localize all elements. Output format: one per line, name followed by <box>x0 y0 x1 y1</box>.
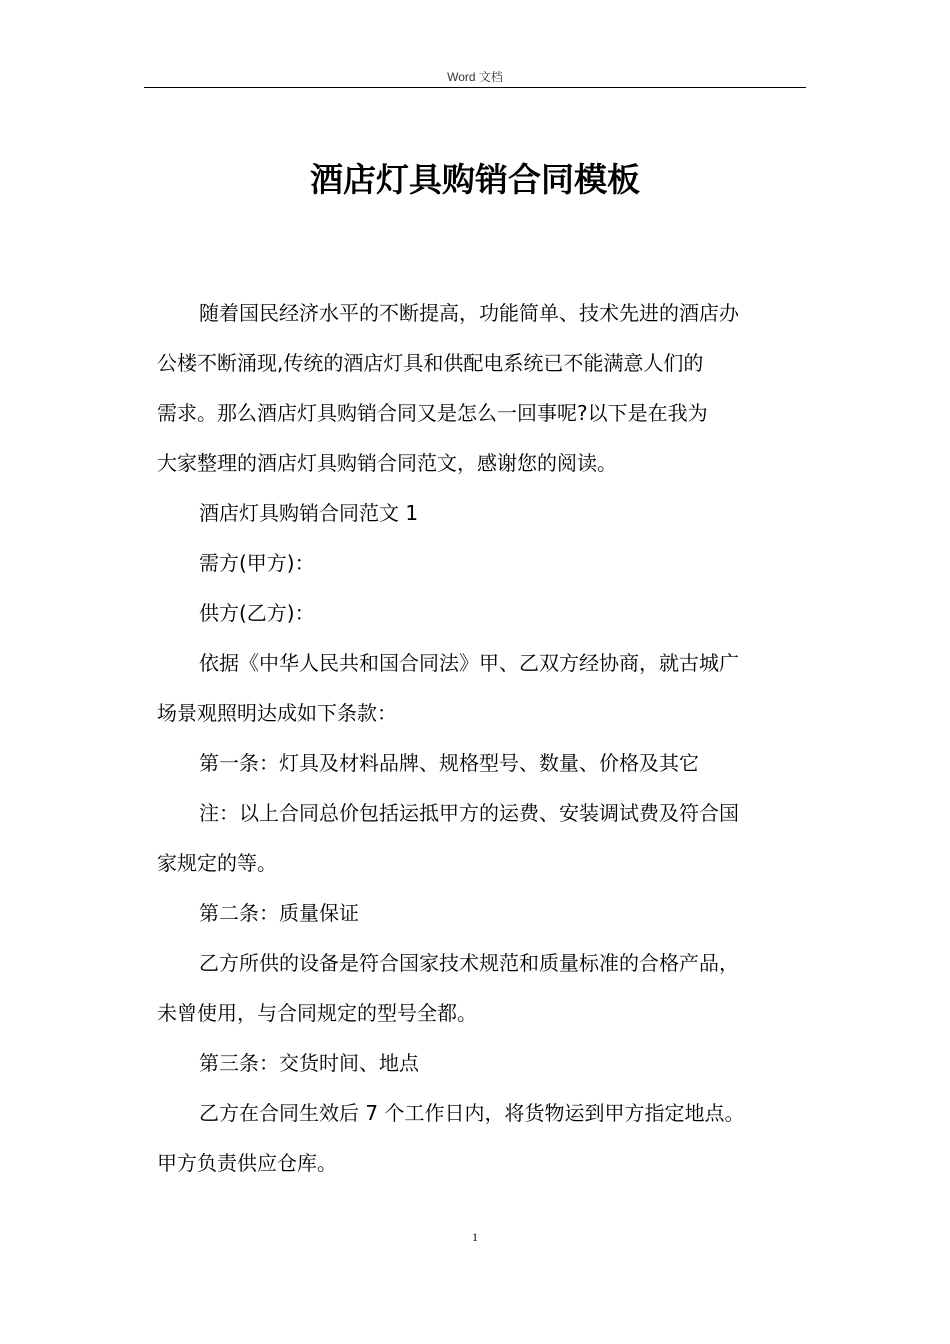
line: 乙方所供的设备是符合国家技术规范和质量标准的合格产品， <box>199 951 739 975</box>
line: 乙方在合同生效后 7 个工作日内，将货物运到甲方指定地点。 <box>199 1101 745 1125</box>
line: 供方(乙方)： <box>199 601 315 625</box>
line: 酒店灯具购销合同范文 1 <box>199 501 419 525</box>
paragraph-article-2 <box>178 888 798 938</box>
paragraph-sample-heading <box>178 488 798 538</box>
line: 大家整理的酒店灯具购销合同范文，感谢您的阅读。 <box>157 451 617 475</box>
paragraph-article-3 <box>178 1038 798 1088</box>
line: 需求。那么酒店灯具购销合同又是怎么一回事呢?以下是在我为 <box>157 401 708 425</box>
paragraph-delivery <box>157 1088 798 1188</box>
paragraph-note <box>157 788 798 888</box>
page-number: 1 <box>472 1230 478 1244</box>
line: 公楼不断涌现,传统的酒店灯具和供配电系统已不能满意人们的 <box>157 351 704 375</box>
line: 注：以上合同总价包括运抵甲方的运费、安装调试费及符合国 <box>199 801 739 825</box>
paragraph-article-1 <box>178 738 798 788</box>
line: 随着国民经济水平的不断提高，功能简单、技术先进的酒店办 <box>199 301 739 325</box>
paragraph-intro <box>157 288 798 488</box>
header-divider <box>144 87 806 88</box>
line: 未曾使用，与合同规定的型号全都。 <box>157 1001 477 1025</box>
paragraph-quality <box>157 938 798 1038</box>
paragraph-basis <box>157 638 798 738</box>
line: 第三条：交货时间、地点 <box>199 1051 419 1075</box>
line: 依据《中华人民共和国合同法》甲、乙双方经协商，就古城广 <box>199 651 739 675</box>
page-header: Word 文档 <box>447 70 503 84</box>
line: 家规定的等。 <box>157 851 277 875</box>
paragraph-buyer <box>178 538 798 588</box>
document-title: 酒店灯具购销合同模板 <box>310 160 640 199</box>
line: 场景观照明达成如下条款： <box>157 701 397 725</box>
line: 第二条：质量保证 <box>199 901 359 925</box>
line: 甲方负责供应仓库。 <box>157 1151 337 1175</box>
line: 第一条：灯具及材料品牌、规格型号、数量、价格及其它 <box>199 751 699 775</box>
document-body <box>157 288 798 1188</box>
paragraph-supplier <box>178 588 798 638</box>
line: 需方(甲方)： <box>199 551 315 575</box>
